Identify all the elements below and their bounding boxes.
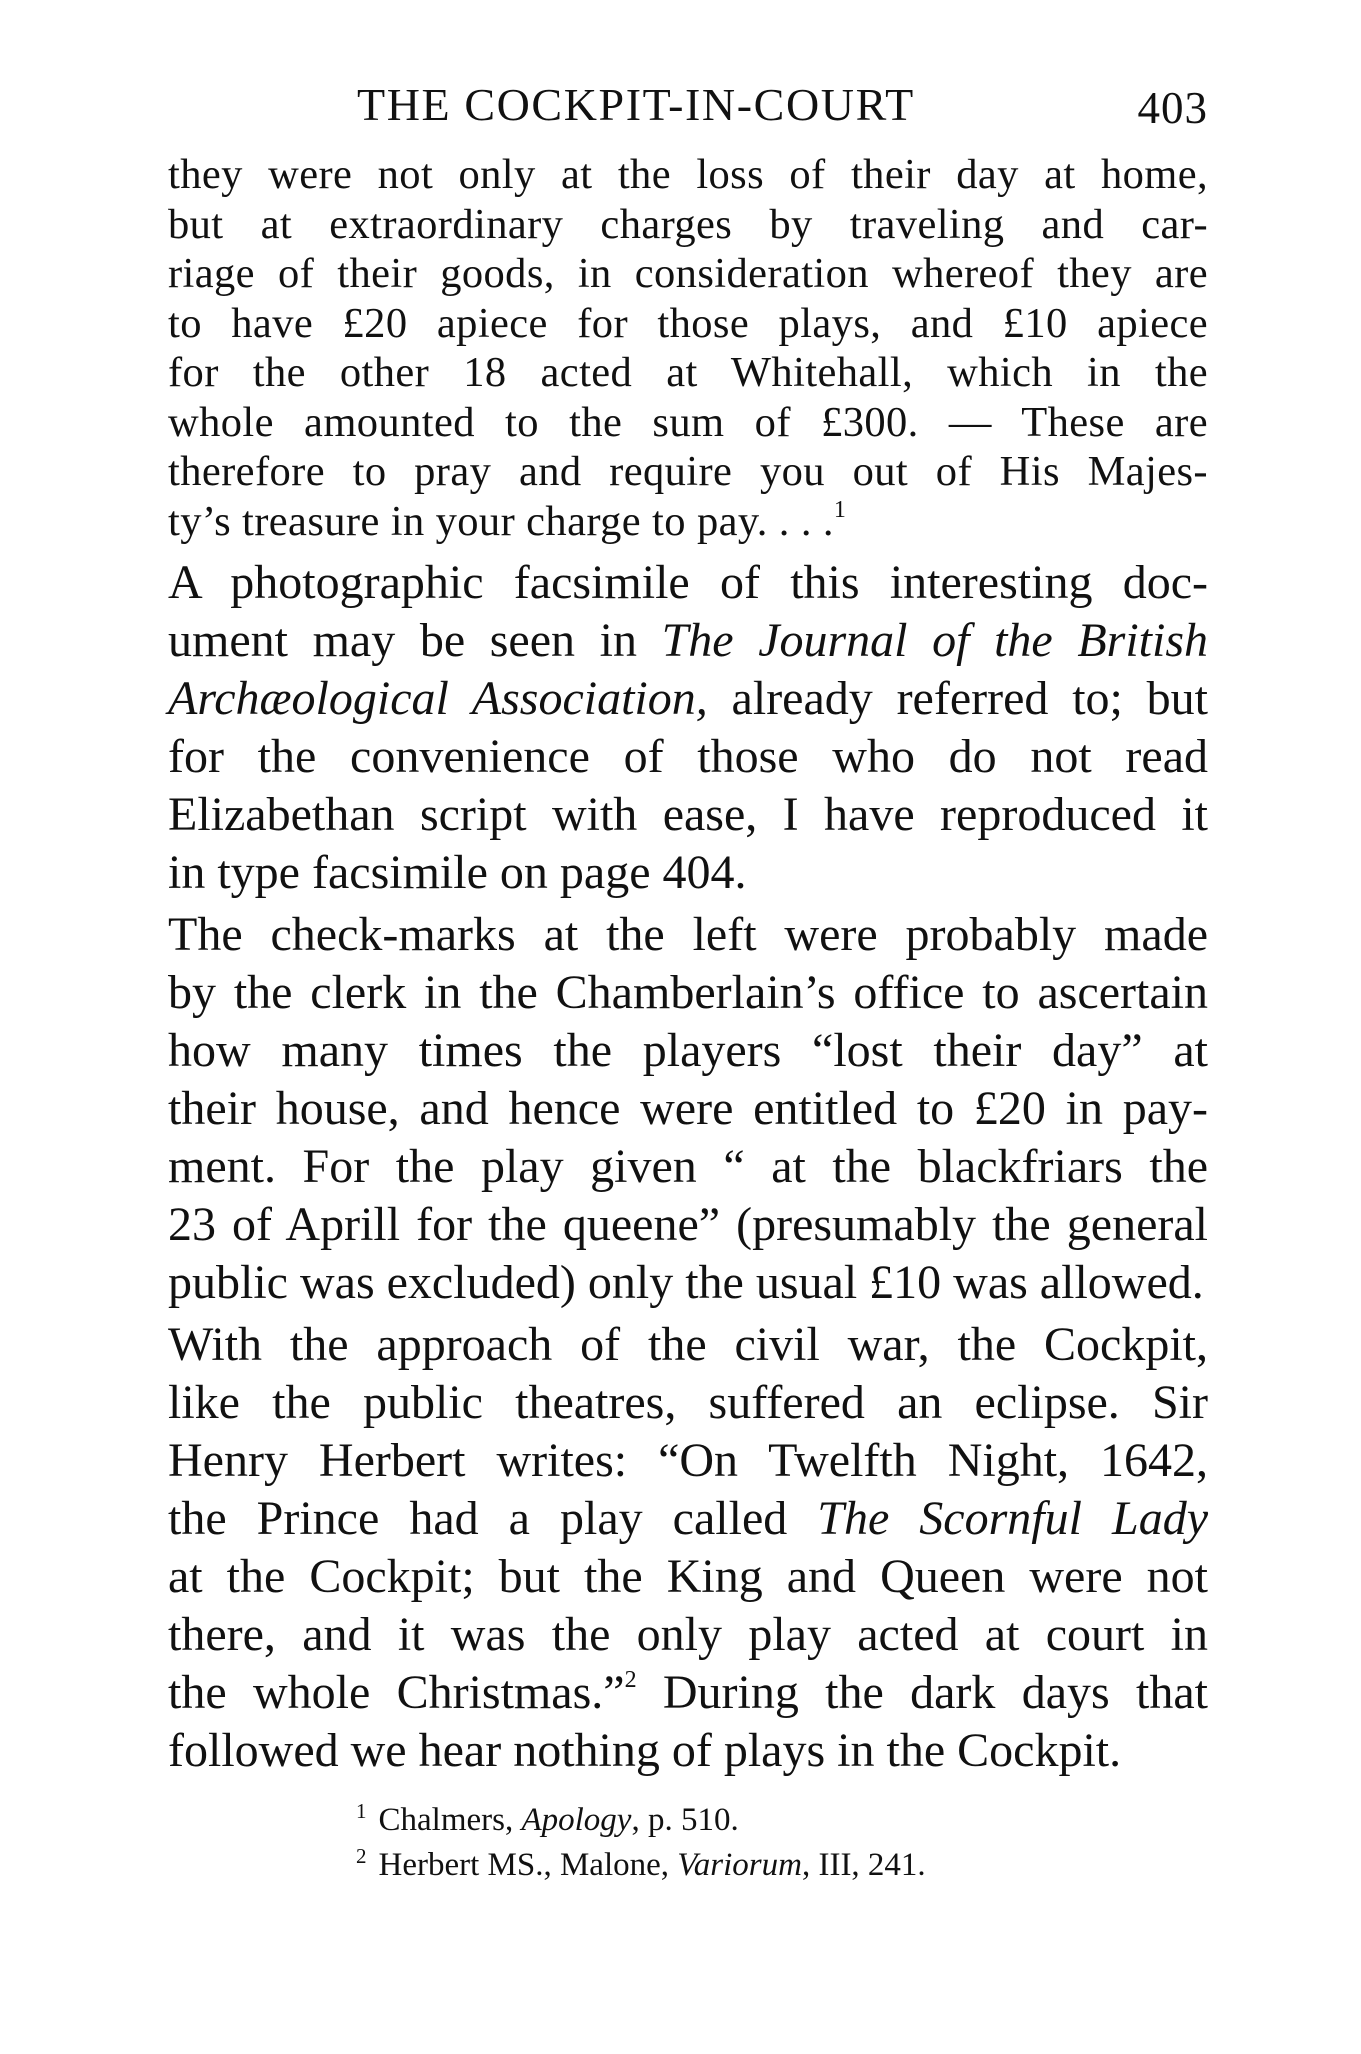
quoted-document-extract xyxy=(168,150,1208,546)
body-line: in type facsimile on page 404. xyxy=(168,846,747,899)
footnote-italic: Apology xyxy=(521,1802,632,1838)
body-text-run: already referred to; but xyxy=(707,672,1208,725)
quote-line: but at extraordinary charges by traveling and car- xyxy=(168,200,1208,248)
body-line xyxy=(168,1664,1208,1722)
footnote-italic: Variorum xyxy=(677,1847,802,1883)
quote-line-text: ty’s treasure in your charge to pay. . . . xyxy=(168,497,834,545)
quote-line: therefore to pray and require you out of His Majes- xyxy=(168,448,1208,495)
quote-line xyxy=(168,497,1208,547)
body-line: there, and it was the only play acted at court in xyxy=(168,1608,1208,1661)
play-title: The Scornful Lady xyxy=(817,1492,1208,1545)
footnote-text: Chalmers, xyxy=(378,1802,522,1838)
body-line: Elizabethan script with ease, I have reproduced it xyxy=(168,788,1208,841)
body-line xyxy=(168,1490,1208,1548)
footnote-marker: 1 xyxy=(356,1799,367,1823)
quote-line: to have £20 apiece for those plays, and £10 apiece xyxy=(168,299,1208,347)
footnote-marker: 2 xyxy=(356,1844,367,1868)
quote-line: riage of their goods, in consideration whereof they are xyxy=(168,250,1208,297)
body-line: at the Cockpit; but the King and Queen were not xyxy=(168,1550,1208,1603)
body-line: public was excluded) only the usual £10 was allowed. xyxy=(168,1256,1204,1309)
journal-title-cont: Archæological Association, xyxy=(168,672,708,725)
paragraph-check-marks xyxy=(168,906,1208,1312)
body-line: The check-marks at the left were probably made xyxy=(168,908,1208,961)
body-line xyxy=(168,670,1208,728)
body-line: by the clerk in the Chamberlain’s office to ascertain xyxy=(168,966,1208,1019)
body-line: ment. For the play given “ at the blackfriars the xyxy=(168,1140,1208,1193)
body-line: followed we hear nothing of plays in the Cockpit. xyxy=(168,1724,1122,1777)
running-title: THE COCKPIT-IN-COURT xyxy=(357,79,915,130)
body-line: how many times the players “lost their day” at xyxy=(168,1024,1208,1077)
paragraph-facsimile xyxy=(168,554,1208,902)
body-line: Henry Herbert writes: “On Twelfth Night, 1642, xyxy=(168,1434,1208,1487)
footnote xyxy=(356,1798,1208,1843)
quote-line: they were not only at the loss of their day at home, xyxy=(168,151,1208,198)
footnote-ref: 2 xyxy=(624,1667,637,1693)
body-line xyxy=(168,612,1208,670)
body-text-run: the Prince had a play called xyxy=(168,1492,818,1545)
paragraph-civil-war xyxy=(168,1316,1208,1780)
page xyxy=(168,72,1208,1888)
body-text-run: ument may be seen in xyxy=(168,614,662,667)
body-line: for the convenience of those who do not read xyxy=(168,730,1208,783)
quote-line: for the other 18 acted at Whitehall, which in the xyxy=(168,349,1208,396)
footnote xyxy=(356,1843,1208,1888)
footnote-ref: 1 xyxy=(833,496,847,523)
body-line: like the public theatres, suffered an eclipse. Sir xyxy=(168,1376,1208,1429)
quote-line: whole amounted to the sum of £300. — These are xyxy=(168,398,1208,446)
footnote-text: , p. 510. xyxy=(631,1802,739,1838)
body-line: With the approach of the civil war, the Cockpit, xyxy=(168,1318,1208,1371)
body-text xyxy=(168,554,1208,1780)
footnotes xyxy=(356,1798,1208,1888)
body-line: 23 of Aprill for the queene” (presumably the general xyxy=(168,1198,1208,1251)
body-line: their house, and hence were entitled to £20 in pay- xyxy=(168,1082,1208,1135)
footnote-text: Herbert MS., Malone, xyxy=(378,1847,678,1883)
footnote-text: , III, 241. xyxy=(801,1847,926,1883)
journal-title: The Journal of the British xyxy=(661,614,1209,667)
body-line: A photographic facsimile of this interesting doc- xyxy=(168,556,1208,609)
running-head xyxy=(168,72,1208,142)
body-text-run: During the dark days that xyxy=(636,1666,1209,1719)
page-number: 403 xyxy=(1137,83,1208,133)
body-text-run: the whole Christmas.” xyxy=(168,1666,625,1719)
